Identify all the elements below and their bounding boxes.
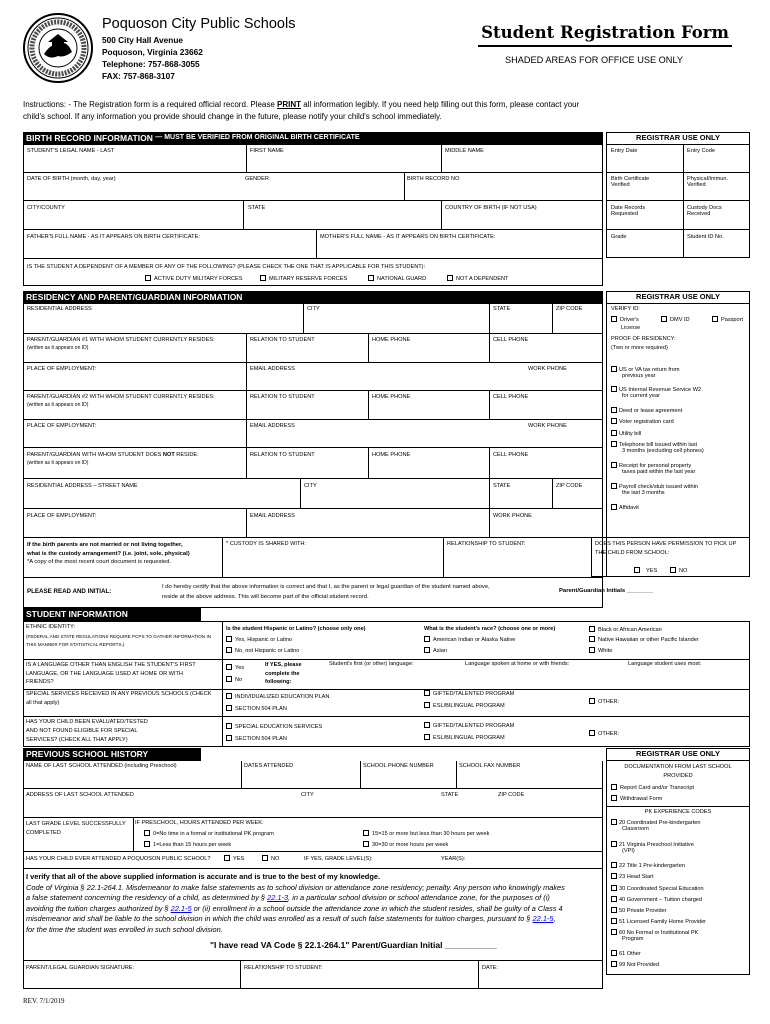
checkbox-icon bbox=[611, 441, 617, 447]
pg3-zip-label: ZIP CODE bbox=[556, 483, 583, 489]
pg1-home-phone-label: HOME PHONE bbox=[372, 337, 411, 343]
checkbox-icon bbox=[611, 418, 617, 424]
read-code-initial[interactable]: "I have read VA Code § 22.1-264.1" Parent/Guardian Initial ___________ bbox=[210, 940, 497, 950]
checkbox-icon bbox=[589, 730, 595, 736]
pg3-work-phone-label: WORK PHONE bbox=[493, 513, 532, 519]
code-link-22-1-5-b[interactable]: 22.1-5 bbox=[532, 914, 554, 924]
pickup-no[interactable]: NO bbox=[670, 567, 687, 574]
revision-date: REV. 7/1/2019 bbox=[23, 997, 65, 1005]
city-county-label: CITY/COUNTY bbox=[27, 205, 65, 211]
checkbox-icon bbox=[424, 636, 430, 642]
pg2-cell-phone-label: CELL PHONE bbox=[493, 394, 529, 400]
race-black[interactable]: Black or African American bbox=[589, 626, 662, 633]
custody-relationship-label: RELATIONSHIP TO STUDENT: bbox=[447, 541, 526, 547]
proof-residency-label: PROOF OF RESIDENCY: bbox=[611, 336, 676, 342]
pg3-email-label: EMAIL ADDRESS bbox=[250, 513, 295, 519]
first-name-field[interactable] bbox=[247, 155, 440, 171]
checkbox-icon bbox=[611, 462, 617, 468]
race-hawaiian[interactable]: Native Hawaiian or other Pacific Islander bbox=[589, 636, 699, 643]
pg2-label: PARENT/GUARDIAN #2 WITH WHOM STUDENT CURRENTLY RESIDES: bbox=[27, 394, 215, 400]
sig-date-field[interactable] bbox=[479, 972, 602, 988]
checkbox-icon bbox=[226, 647, 232, 653]
pk-code-item[interactable]: 23 Head Start bbox=[611, 873, 654, 880]
registrar-header-3: REGISTRAR USE ONLY bbox=[606, 748, 750, 761]
withdrawal-check[interactable]: Withdrawal Form bbox=[611, 795, 662, 802]
custody-docs-label: Custody Docs Received bbox=[687, 205, 722, 218]
pg2-employment-label: PLACE OF EMPLOYMENT: bbox=[27, 423, 97, 429]
pg2-email-label: EMAIL ADDRESS bbox=[250, 423, 295, 429]
checkbox-icon bbox=[611, 784, 617, 790]
pk-code-item[interactable]: 20 Coordinated Pre-kindergarten Classroom bbox=[611, 819, 700, 833]
dependent-option-not-dependent[interactable]: NOT A DEPENDENT bbox=[447, 275, 508, 282]
middle-name-label: MIDDLE NAME bbox=[445, 148, 484, 154]
checkbox-icon bbox=[145, 275, 151, 281]
checkbox-icon bbox=[589, 647, 595, 653]
checkbox-icon bbox=[224, 855, 230, 861]
dependent-option-national-guard[interactable]: NATIONAL GUARD bbox=[368, 275, 426, 282]
certify-text: I do hereby certify that the above information is correct and that I, as the parent or legal guardian of the student named above, reside at the above address. This will become part of the official student record. bbox=[162, 584, 490, 600]
district-name: Poquoson City Public Schools bbox=[102, 16, 296, 32]
language-most-label: Language student uses most: bbox=[628, 661, 702, 667]
checkbox-icon bbox=[226, 735, 232, 741]
pg3-city-label: CITY bbox=[304, 483, 317, 489]
checkbox-icon bbox=[611, 885, 617, 891]
checkbox-icon bbox=[226, 693, 232, 699]
special-other-check[interactable]: OTHER: bbox=[589, 698, 619, 705]
checkbox-icon bbox=[447, 275, 453, 281]
checkbox-icon bbox=[611, 873, 617, 879]
pk-codes-title: PK EXPERIENCE CODES bbox=[644, 809, 712, 815]
bc-verified-label: Birth Certificate Verified bbox=[611, 176, 650, 189]
pk-code-item[interactable]: 30 Coordinated Special Education bbox=[611, 885, 704, 892]
sped-check[interactable]: SPECIAL EDUCATION SERVICES bbox=[226, 723, 322, 730]
proof-note: (Two or more required) bbox=[611, 345, 668, 351]
hispanic-yes[interactable]: Yes, Hispanic or Latino bbox=[226, 636, 292, 643]
preschool-hours-label: IF PRESCHOOL, HOURS ATTENDED PER WEEK: bbox=[135, 820, 264, 826]
custody-question: If the birth parents are not married or not living together, what is the custody arrangement? (i.e. joint, sole, physical) *A copy of the most recent court document is requested. bbox=[27, 542, 190, 566]
district-fax: FAX: 757-868-3107 bbox=[102, 71, 175, 81]
checkbox-icon bbox=[611, 483, 617, 489]
res-state-label: STATE bbox=[493, 306, 511, 312]
license-label: License bbox=[621, 325, 641, 331]
signature-field[interactable] bbox=[24, 972, 239, 988]
passport-check[interactable]: Passport bbox=[712, 316, 743, 323]
checkbox-icon bbox=[611, 862, 617, 868]
proof-item[interactable]: US or VA tax return from previous year bbox=[611, 366, 680, 380]
language-question: IS A LANGUAGE OTHER THAN ENGLISH THE STUDENT'S FIRST LANGUAGE, OR THE LANGUAGE USED AT HOME OR WITH FRIENDS? bbox=[26, 662, 196, 685]
district-telephone: Telephone: 757-868-3055 bbox=[102, 59, 200, 69]
checkbox-icon bbox=[611, 316, 617, 322]
city-county-field[interactable] bbox=[24, 212, 242, 228]
attended-pps-question: HAS YOUR CHILD EVER ATTENDED A POQUOSON PUBLIC SCHOOL? bbox=[26, 856, 211, 862]
grade-levels-label: IF YES, GRADE LEVEL(S): bbox=[304, 856, 373, 862]
date-records-label: Date Records Requested bbox=[611, 205, 646, 218]
checkbox-icon bbox=[226, 676, 232, 682]
pg3-home-phone-label: HOME PHONE bbox=[372, 452, 411, 458]
checkbox-icon bbox=[611, 504, 617, 510]
pg2-work-phone-label: WORK PHONE bbox=[528, 423, 567, 429]
checkbox-icon bbox=[262, 855, 268, 861]
esl-check[interactable]: ESL/BILINGUAL PROGRAM bbox=[424, 702, 505, 709]
dob-field[interactable] bbox=[24, 183, 242, 199]
pg1-employment-label: PLACE OF EMPLOYMENT: bbox=[27, 366, 97, 372]
checkbox-icon bbox=[226, 705, 232, 711]
shaded-areas-note: SHADED AREAS FOR OFFICE USE ONLY bbox=[505, 55, 683, 65]
checkbox-icon bbox=[611, 366, 617, 372]
school-fax-field[interactable] bbox=[457, 770, 602, 787]
student-info-header: STUDENT INFORMATION bbox=[23, 608, 201, 621]
last-school-zip-label: ZIP CODE bbox=[498, 792, 525, 798]
father-name-label: FATHER'S FULL NAME - AS IT APPEARS ON BIRTH CERTIFICATE: bbox=[27, 234, 200, 240]
residential-address-field[interactable] bbox=[24, 313, 302, 332]
dependent-option-active-duty[interactable]: ACTIVE DUTY MILITARY FORCES bbox=[145, 275, 242, 282]
checkbox-icon bbox=[611, 841, 617, 847]
birth-state-field[interactable] bbox=[244, 212, 440, 228]
checkbox-icon bbox=[226, 636, 232, 642]
pg3-label: PARENT/GUARDIAN WITH WHOM STUDENT DOES NOT RESIDE: bbox=[27, 452, 199, 458]
instructions: Instructions: - The Registration form is a required official record. Please PRINT all information legibly. If you need help filling out this form, please contact your child's school. If any information you provide should change in the future, please notify your child's school immediately. bbox=[23, 100, 580, 121]
first-name-label: FIRST NAME bbox=[250, 148, 284, 154]
last-school-label: NAME OF LAST SCHOOL ATTENDED (including Preschool) bbox=[26, 763, 177, 769]
pk-code-item[interactable]: 40 Government – Tuition charged bbox=[611, 896, 702, 903]
hours-0-check[interactable]: 0=No time in a formal or institutional PK program bbox=[144, 830, 274, 837]
legal-name-last-field[interactable] bbox=[24, 155, 245, 171]
checkbox-icon bbox=[712, 316, 718, 322]
eval-esl-check[interactable]: ESL/BILINGUAL PROGRAM bbox=[424, 734, 505, 741]
pg3-state-label: STATE bbox=[493, 483, 511, 489]
country-label: COUNTRY OF BIRTH (IF NOT USA) bbox=[445, 205, 537, 211]
district-address-1: 500 City Hall Avenue bbox=[102, 35, 184, 45]
school-phone-label: SCHOOL PHONE NUMBER bbox=[363, 763, 434, 769]
pickup-permission-label: DOES THIS PERSON HAVE PERMISSION TO PICK UP THE CHILD FROM SCHOOL: bbox=[595, 541, 737, 556]
dependent-question: IS THE STUDENT A DEPENDENT OF A MEMBER OF ANY OF THE FOLLOWING? (PLEASE CHECK THE ONE THAT IS APPLICABLE FOR THIS STUDENT): bbox=[27, 264, 426, 270]
eval-other-check[interactable]: OTHER: bbox=[589, 730, 619, 737]
pk-code-item[interactable]: 50 Private Provider bbox=[611, 907, 667, 914]
checkbox-icon bbox=[589, 626, 595, 632]
proof-item[interactable]: Affidavit bbox=[611, 504, 639, 511]
verify-id-label: VERIFY ID: bbox=[611, 306, 640, 312]
middle-name-field[interactable] bbox=[442, 155, 602, 171]
mother-name-field[interactable] bbox=[317, 241, 602, 257]
pg1-cell-phone-label: CELL PHONE bbox=[493, 337, 529, 343]
checkbox-icon bbox=[611, 907, 617, 913]
checkbox-icon bbox=[611, 950, 617, 956]
pg2-relation-label: RELATION TO STUDENT bbox=[250, 394, 315, 400]
first-language-label: Student's first (or other) language: bbox=[329, 661, 414, 667]
ethnic-note: (FEDERAL AND STATE REGULATIONS REQUIRE PCPS TO GATHER INFORMATION IN THIS MANNER FOR STATISTICAL REPORTS.) bbox=[26, 634, 212, 647]
hours-30-check[interactable]: 30=30 or more hours per week bbox=[363, 841, 448, 848]
pg1-home-phone-field[interactable] bbox=[369, 345, 488, 361]
checkbox-icon bbox=[611, 896, 617, 902]
code-link-22-1-5[interactable]: 22.1-5 bbox=[170, 903, 192, 913]
birth-record-header: BIRTH RECORD INFORMATION — MUST BE VERIFIED FROM ORIGINAL BIRTH CERTIFICATE bbox=[23, 132, 603, 145]
iep-check[interactable]: INDIVIDUALIZED EDUCATION PLAN bbox=[226, 693, 329, 700]
birth-record-no-label: BIRTH RECORD NO bbox=[407, 176, 460, 182]
checkbox-icon bbox=[611, 929, 617, 935]
pg1-relation-field[interactable] bbox=[247, 345, 367, 361]
dob-label: DATE OF BIRTH (month, day, year) bbox=[27, 176, 116, 182]
checkbox-icon bbox=[634, 567, 640, 573]
hispanic-question: Is the student Hispanic or Latino? (choose only one) bbox=[226, 626, 366, 632]
pickup-yes[interactable]: YES bbox=[634, 567, 657, 574]
ethnic-label: ETHNIC IDENTITY: bbox=[26, 624, 76, 630]
pg3-relation-label: RELATION TO STUDENT bbox=[250, 452, 315, 458]
checkbox-icon bbox=[424, 734, 430, 740]
dates-attended-field[interactable] bbox=[242, 770, 359, 787]
pk-code-item[interactable]: 60 No Formal or Institutional PK Program bbox=[611, 929, 698, 943]
checkbox-icon bbox=[661, 316, 667, 322]
checkbox-icon bbox=[363, 830, 369, 836]
pg2-cell-phone-field[interactable] bbox=[490, 402, 602, 418]
pg2-home-phone-label: HOME PHONE bbox=[372, 394, 411, 400]
proof-item[interactable]: Voter registration card bbox=[611, 418, 674, 425]
pg-initials[interactable]: Parent/Guardian Initials ________ bbox=[559, 588, 653, 594]
checkbox-icon bbox=[424, 722, 430, 728]
pk-code-item[interactable]: 51 Licensed Family Home Provider bbox=[611, 918, 706, 925]
hours-15-check[interactable]: 15=15 or more but less than 30 hours per week bbox=[363, 830, 489, 837]
last-school-address-label: ADDRESS OF LAST SCHOOL ATTENDED bbox=[26, 792, 134, 798]
last-school-field[interactable] bbox=[24, 770, 240, 787]
checkbox-icon bbox=[368, 275, 374, 281]
sig-relationship-label: RELATIONSHIP TO STUDENT: bbox=[244, 965, 323, 971]
res-zip-field[interactable] bbox=[553, 313, 602, 332]
checkbox-icon bbox=[144, 830, 150, 836]
pg1-cell-phone-field[interactable] bbox=[490, 345, 602, 361]
language-yes[interactable]: Yes bbox=[226, 664, 244, 671]
checkbox-icon bbox=[226, 664, 232, 670]
checkbox-icon bbox=[611, 407, 617, 413]
res-city-label: CITY bbox=[307, 306, 320, 312]
read-initial-label: PLEASE READ AND INITIAL: bbox=[27, 588, 112, 595]
checkbox-icon bbox=[589, 698, 595, 704]
attended-yes[interactable]: YES bbox=[224, 855, 244, 862]
last-school-city-label: CITY bbox=[301, 792, 314, 798]
gifted-check[interactable]: GIFTED/TALENTED PROGRAM bbox=[424, 690, 514, 697]
proof-item[interactable]: Payroll check/stub issued within the last 3 months bbox=[611, 483, 698, 497]
last-school-state-label: STATE bbox=[441, 792, 459, 798]
checkbox-icon bbox=[611, 795, 617, 801]
if-yes-note: If YES, please complete the following: bbox=[265, 662, 302, 685]
res-zip-label: ZIP CODE bbox=[556, 306, 583, 312]
language-friends-label: Language spoken at home or with friends: bbox=[465, 661, 570, 667]
pk-code-item[interactable]: 21 Virginia Preschool Initiative (VPI) bbox=[611, 841, 694, 855]
mother-name-label: MOTHER'S FULL NAME - AS IT APPEARS ON BIRTH CERTIFICATE: bbox=[320, 234, 496, 240]
previous-school-header: PREVIOUS SCHOOL HISTORY bbox=[23, 748, 201, 761]
checkbox-icon bbox=[424, 690, 430, 696]
birth-record-no-field[interactable] bbox=[405, 183, 602, 199]
sig-date-label: DATE: bbox=[482, 965, 499, 971]
checkbox-icon bbox=[226, 723, 232, 729]
pg3-employment-label: PLACE OF EMPLOYMENT: bbox=[27, 513, 97, 519]
proof-item[interactable]: Deed or lease agreement bbox=[611, 407, 682, 414]
language-no[interactable]: No bbox=[226, 676, 242, 683]
gender-field[interactable] bbox=[244, 183, 403, 199]
pg2-relation-field[interactable] bbox=[247, 402, 367, 418]
hours-1-check[interactable]: 1=Less than 15 hours per week bbox=[144, 841, 231, 848]
registrar-header-2: REGISTRAR USE ONLY bbox=[606, 291, 750, 304]
physical-verified-label: Physical/Immun. Verified bbox=[687, 176, 729, 189]
checkbox-icon bbox=[611, 386, 617, 392]
checkbox-icon bbox=[144, 841, 150, 847]
hispanic-no[interactable]: No, not Hispanic or Latino bbox=[226, 647, 299, 654]
evaluated-question: HAS YOUR CHILD BEEN EVALUATED/TESTED AND NOT FOUND ELIGIBLE FOR SPECIAL SERVICES? (CHECK ALL THAT APPLY) bbox=[26, 719, 148, 743]
custody-shared-label: * CUSTODY IS SHARED WITH: bbox=[226, 541, 306, 547]
pg1-label: PARENT/GUARDIAN #1 WITH WHOM STUDENT CURRENTLY RESIDES: bbox=[27, 337, 215, 343]
checkbox-icon bbox=[424, 702, 430, 708]
registrar-header-1: REGISTRAR USE ONLY bbox=[606, 132, 750, 145]
registrar-box-1 bbox=[606, 145, 750, 258]
checkbox-icon bbox=[670, 567, 676, 573]
pg1-id-note: (written as it appears on ID) bbox=[27, 345, 89, 351]
race-question: What is the student's race? (choose one or more) bbox=[424, 626, 556, 632]
pg3-cell-phone-label: CELL PHONE bbox=[493, 452, 529, 458]
district-seal bbox=[22, 12, 94, 84]
proof-item[interactable]: Utility bill bbox=[611, 430, 641, 437]
signature-label: PARENT/LEGAL GUARDIAN SIGNATURE: bbox=[26, 965, 135, 971]
pk-code-item[interactable]: 22 Title 1 Pre-kindergarten bbox=[611, 862, 685, 869]
residency-header: RESIDENCY AND PARENT/GUARDIAN INFORMATION bbox=[23, 291, 603, 304]
pg3-id-note: (written as it appears on ID) bbox=[27, 460, 89, 466]
pg1-work-phone-label: WORK PHONE bbox=[528, 366, 567, 372]
pg2-home-phone-field[interactable] bbox=[369, 402, 488, 418]
s504-check[interactable]: SECTION 504 PLAN bbox=[226, 705, 287, 712]
checkbox-icon bbox=[363, 841, 369, 847]
form-title: Student Registration Form bbox=[478, 24, 732, 47]
proof-item[interactable]: US Internal Revenue Service W2 for current year bbox=[611, 386, 701, 400]
checkbox-icon bbox=[611, 918, 617, 924]
father-name-field[interactable] bbox=[24, 241, 315, 257]
legal-name-label: STUDENT'S LEGAL NAME - LAST bbox=[27, 148, 115, 154]
last-grade-label: LAST GRADE LEVEL SUCCESSFULLY COMPLETED bbox=[26, 821, 126, 836]
pg1-email-label: EMAIL ADDRESS bbox=[250, 366, 295, 372]
student-id-label: Student ID No. bbox=[687, 234, 724, 240]
gender-label: GENDER bbox=[245, 176, 269, 182]
school-fax-label: SCHOOL FAX NUMBER bbox=[459, 763, 521, 769]
pg3-street-label: RESIDENTIAL ADDRESS – STREET NAME bbox=[27, 483, 138, 489]
proof-item[interactable]: Telephone bill issued within last 3 months (excluding cell phones) bbox=[611, 441, 704, 455]
district-address-2: Poquoson, Virginia 23662 bbox=[102, 47, 203, 57]
report-card-check[interactable]: Report Card and/or Transcript bbox=[611, 784, 694, 791]
checkbox-icon bbox=[611, 961, 617, 967]
race-american-indian[interactable]: American Indian or Alaska Native bbox=[424, 636, 515, 643]
entry-date-label: Entry Date bbox=[611, 148, 638, 154]
residential-address-label: RESIDENTIAL ADDRESS bbox=[27, 306, 92, 312]
checkbox-icon bbox=[260, 275, 266, 281]
school-phone-field[interactable] bbox=[361, 770, 455, 787]
pg1-email-field[interactable] bbox=[247, 374, 602, 389]
pk-code-item[interactable]: 99 Not Provided bbox=[611, 961, 659, 968]
pk-code-item[interactable]: 61 Other bbox=[611, 950, 641, 957]
checkbox-icon bbox=[611, 819, 617, 825]
checkbox-icon bbox=[424, 647, 430, 653]
years-label: YEAR(S): bbox=[441, 856, 466, 862]
dependent-option-reserve[interactable]: MILITARY RESERVE FORCES bbox=[260, 275, 347, 282]
verification-statement: I verify that all of the above supplied information is accurate and is true to the best of my knowledge. Code of Virginia § 22.1-264.1. Misdemeanor to make false statements as to school division or attendance zone residency; penalty. Any person who knowingly makes a false statement concerning the residency of a child, as determined by § 22.1-3, in a particular school division or school attendance zone, for the purposes of (i) avoiding the tuition charges authorized by § 22.1-5 or (ii) enrollment in a school outside the attendance zone in which the student resides, shall be guilty of a Class 4 misdemeanor and shall be liable to the school division in which the child was enrolled as a result of such false statements for tuition charges, pursuant to § 22.1-5, for the time the student was enrolled in such school division. bbox=[26, 872, 565, 934]
entry-code-label: Entry Code bbox=[687, 148, 715, 154]
country-field[interactable] bbox=[442, 212, 602, 228]
pg1-relation-label: RELATION TO STUDENT bbox=[250, 337, 315, 343]
grade-label: Grade bbox=[611, 234, 627, 240]
drivers-license-check[interactable]: Driver's bbox=[611, 316, 639, 323]
res-city-field[interactable] bbox=[304, 313, 488, 332]
doc-provided-label: DOCUMENTATION FROM LAST SCHOOL PROVIDED bbox=[624, 764, 732, 779]
res-state-field[interactable] bbox=[490, 313, 551, 332]
dates-attended-label: DATES ATTENDED bbox=[244, 763, 294, 769]
dmv-id-check[interactable]: DMV ID bbox=[661, 316, 690, 323]
proof-item[interactable]: Receipt for personal property taxes paid within the last year bbox=[611, 462, 695, 476]
attended-no[interactable]: NO bbox=[262, 855, 279, 862]
pg2-id-note: (written as it appears on ID) bbox=[27, 402, 89, 408]
birth-state-label: STATE bbox=[248, 205, 266, 211]
sig-relationship-field[interactable] bbox=[241, 972, 477, 988]
checkbox-icon bbox=[611, 430, 617, 436]
eval-s504-check[interactable]: SECTION 504 PLAN bbox=[226, 735, 287, 742]
code-link-22-1-3[interactable]: 22.1-3 bbox=[267, 893, 289, 903]
race-asian[interactable]: Asian bbox=[424, 647, 447, 654]
race-white[interactable]: White bbox=[589, 647, 612, 654]
special-services-question: SPECIAL SERVICES RECEIVED IN ANY PREVIOUS SCHOOLS (CHECK all that apply) bbox=[26, 691, 212, 706]
eval-gifted-check[interactable]: GIFTED/TALENTED PROGRAM bbox=[424, 722, 514, 729]
checkbox-icon bbox=[589, 636, 595, 642]
